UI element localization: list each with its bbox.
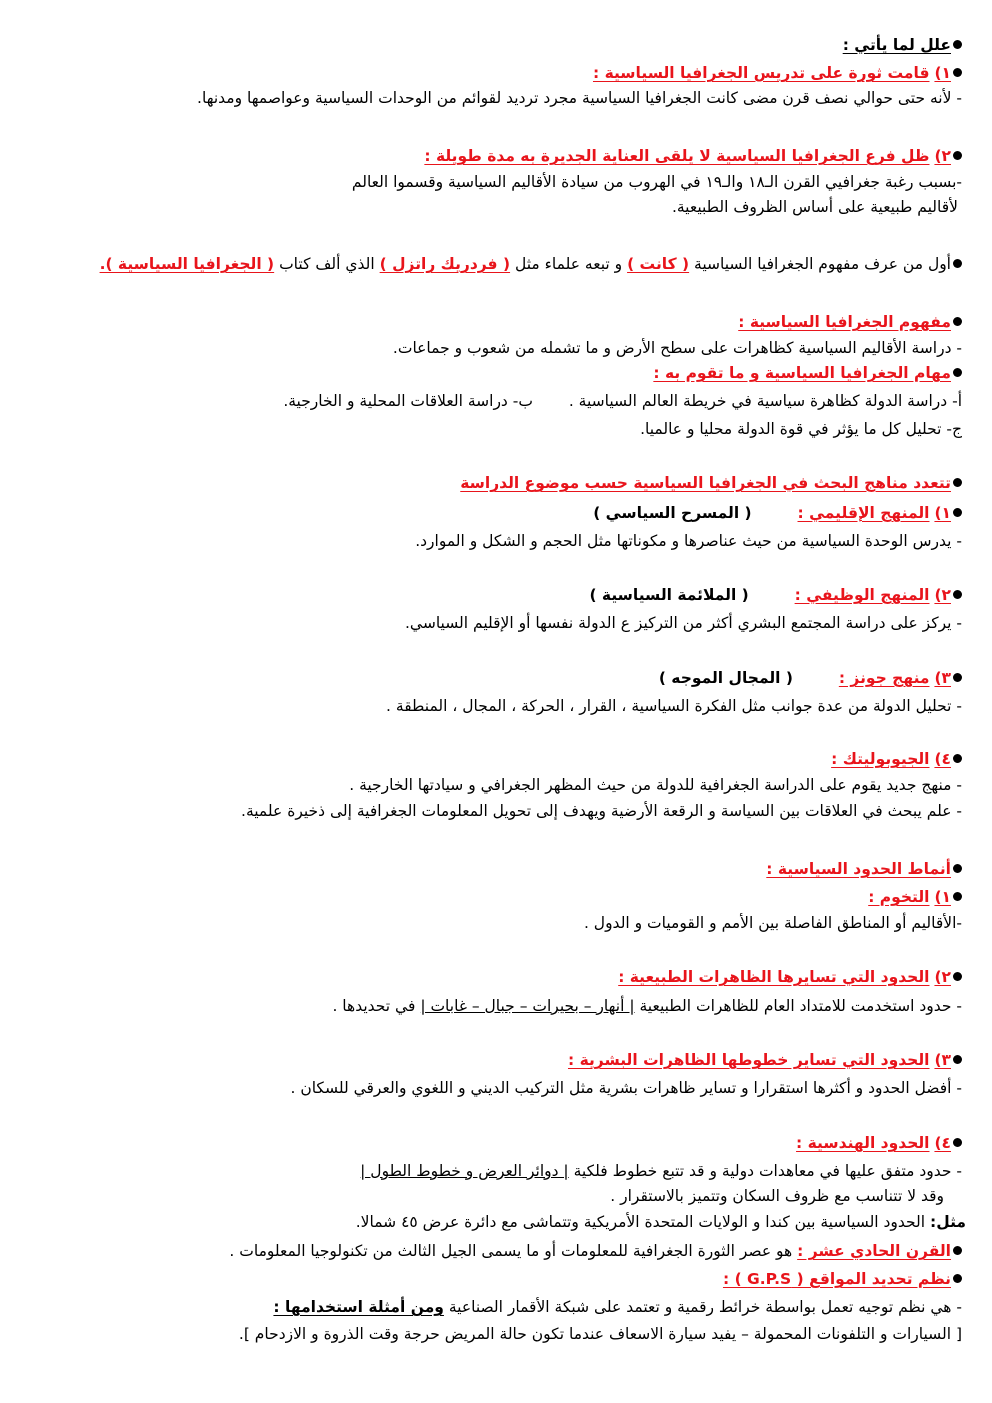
- border1-title: التخوم :: [868, 888, 930, 906]
- intro-heading: علل لما يأتي :: [842, 36, 951, 54]
- method4-desc1: - منهج جديد يقوم على الدراسة الجغرافية للدولة من حيث المظهر الجغرافي و سيادتها الخارجية .: [349, 776, 962, 794]
- method4-desc1-text: منهج جديد يقوم على الدراسة الجغرافية للدولة من حيث المظهر الجغرافي و سيادتها الخارجية .: [349, 776, 952, 794]
- kant: ( كانت ): [627, 255, 690, 273]
- bullet-icon: [953, 68, 962, 77]
- bullet-icon: [953, 590, 962, 599]
- border4-examples: | دوائر العرض و خطوط الطول |: [360, 1162, 569, 1180]
- border2-examples: | أنهار – بحيرات – جبال – غابات |: [420, 997, 635, 1015]
- bullet-icon: [953, 1055, 962, 1064]
- border3-number: ٣): [934, 1051, 951, 1069]
- concept-answer-text: دراسة الأقاليم السياسية كظاهرات على سطح الأرض و ما تشمله من شعوب و جماعات.: [392, 339, 952, 357]
- border3-desc: - أفضل الحدود و أكثرها استقرارا و تساير ظاهرات بشرية مثل التركيب الديني و اللغوي والعرقي للسكان .: [290, 1079, 962, 1097]
- gps-title-line: [28, 1268, 962, 1290]
- q1-answer-text: لأنه حتى حوالي نصف قرن مضى كانت الجغرافيا السياسية مجرد ترديد لقوائم من الوحدات السياسية وعواصمها ومدنها.: [197, 89, 952, 107]
- method3-alias: ( المجال الموجه ): [658, 669, 793, 687]
- example-line: [28, 1211, 966, 1233]
- gps-examples-label: ومن أمثلة استخدامها :: [273, 1298, 444, 1316]
- gps-examples: [ السيارات و التلفونات المحمولة – يفيد سيارة الاسعاف عندما تكون حالة المريض حرجة وقت الذروة و الازدحام ].: [238, 1325, 962, 1343]
- gps-desc: - هي نظم توجيه تعمل بواسطة خرائط رقمية و تعتمد على شبكة الأقمار الصناعية ومن أمثلة استخدامها :: [273, 1298, 962, 1316]
- first-text-b: و تبعه علماء مثل: [515, 255, 623, 273]
- tasks-a: أ- دراسة الدولة كظاهرة سياسية في خريطة العالم السياسية .: [568, 392, 962, 410]
- concept-title: مفهوم الجغرافيا السياسية :: [738, 313, 951, 331]
- bullet-icon: [953, 151, 962, 160]
- q1-title: قامت ثورة على تدريس الجغرافيا السياسية :: [592, 64, 930, 82]
- methods-title-line: [28, 472, 962, 494]
- method3-desc-text: تحليل الدولة من عدة جوانب مثل الفكرة السياسية ، القرار ، الحركة ، المجال ، المنطقة .: [386, 697, 952, 715]
- bullet-icon: [953, 1274, 962, 1283]
- q2-number: ٢): [934, 147, 951, 165]
- border2-desc-a: حدود استخدمت للامتداد العام للظاهرات الطبيعية: [639, 997, 952, 1015]
- ratzel: ( فردريك راتزل ): [379, 255, 511, 273]
- method3-desc: - تحليل الدولة من عدة جوانب مثل الفكرة السياسية ، القرار ، الحركة ، المجال ، المنطقة .: [386, 697, 962, 715]
- method3-title: منهج جونز :: [838, 669, 930, 687]
- method2-alias: ( الملائمة السياسية ): [589, 586, 749, 604]
- border2-title: الحدود التي تسايرها الظاهرات الطبيعية :: [618, 968, 930, 986]
- method3-number: ٣): [934, 669, 951, 687]
- example-text: الحدود السياسية بين كندا و الولايات المتحدة الأمريكية وتتماشى مع دائرة عرض ٤٥ شمالا.: [355, 1213, 926, 1231]
- example-label: مثل:: [930, 1213, 966, 1231]
- method2-desc-text: يركز على دراسة المجتمع البشري أكثر من التركيز ع الدولة نفسها أو الإقليم السياسي.: [405, 614, 952, 632]
- method2-number: ٢): [934, 586, 951, 604]
- border4-title: الحدود الهندسية :: [796, 1134, 930, 1152]
- method4-title: الجيوبوليتك :: [831, 750, 930, 768]
- bullet-icon: [953, 259, 962, 268]
- border2-desc: - حدود استخدمت للامتداد العام للظاهرات الطبيعية | أنهار – بحيرات – جبال – غابات | في تحديدها .: [332, 997, 962, 1015]
- method4-desc2-text: علم يبحث في العلاقات بين السياسة و الرقعة الأرضية ويهدف إلى تحويل المعلومات الجغرافية إلى ذخيرة علمية.: [241, 802, 952, 820]
- methods-title: تتعدد مناهج البحث في الجغرافيا السياسية حسب موضوع الدراسة: [460, 474, 951, 492]
- border1-desc: -الأقاليم أو المناطق الفاصلة بين الأمم و القوميات و الدول .: [583, 914, 962, 932]
- bullet-icon: [953, 754, 962, 763]
- border4-number: ٤): [934, 1134, 951, 1152]
- border1-number: ١): [934, 888, 951, 906]
- method1-desc: - يدرس الوحدة السياسية من حيث عناصرها و مكوناتها مثل الحجم و الشكل و الموارد.: [415, 532, 962, 550]
- tasks-c: ج- تحليل كل ما يؤثر في قوة الدولة محليا و عالميا.: [640, 420, 962, 438]
- gps-title: نظم تحديد المواقع ( G.P.S ) :: [722, 1270, 951, 1288]
- method1-desc-text: يدرس الوحدة السياسية من حيث عناصرها و مكوناتها مثل الحجم و الشكل و الموارد.: [415, 532, 952, 550]
- border2-title-line: [28, 966, 962, 988]
- first-line: [28, 253, 962, 275]
- method1-title: المنهج الإقليمي :: [797, 504, 930, 522]
- method2-title: المنهج الوظيفي :: [794, 586, 930, 604]
- intro-heading-line: [28, 34, 962, 56]
- gps-desc-text: هي نظم توجيه تعمل بواسطة خرائط رقمية و تعتمد على شبكة الأقمار الصناعية: [448, 1298, 952, 1316]
- c21-title: القرن الحادي عشر :: [797, 1242, 951, 1260]
- border2-desc-b: في تحديدها .: [332, 997, 416, 1015]
- first-text-c: الذي ألف كتاب: [279, 255, 375, 273]
- border4-desc2: وقد لا تتناسب مع ظروف السكان وتتميز بالاستقرار .: [610, 1187, 944, 1205]
- q1-number: ١): [934, 64, 951, 82]
- concept-title-line: [28, 311, 962, 333]
- border3-title-line: [28, 1049, 962, 1071]
- method4-title-line: [28, 748, 962, 770]
- bullet-icon: [953, 478, 962, 487]
- border3-title: الحدود التي تساير خطوطها الظاهرات البشرية :: [567, 1051, 930, 1069]
- c21-line: [28, 1240, 962, 1262]
- borders-title-line: [28, 858, 962, 880]
- border1-title-line: [28, 886, 962, 908]
- bullet-icon: [953, 1246, 962, 1255]
- q2-answer-line1: -بسبب رغبة جغرافيي القرن الـ١٨ والـ١٩ في الهروب من سيادة الأقاليم السياسية وقسموا العالم: [351, 173, 962, 191]
- border2-number: ٢): [934, 968, 951, 986]
- bullet-icon: [953, 317, 962, 326]
- tasks-b: ب- دراسة العلاقات المحلية و الخارجية.: [283, 392, 533, 410]
- method2-desc: - يركز على دراسة المجتمع البشري أكثر من التركيز ع الدولة نفسها أو الإقليم السياسي.: [405, 614, 962, 632]
- bullet-icon: [953, 1138, 962, 1147]
- q2-answer-text1: بسبب رغبة جغرافيي القرن الـ١٨ والـ١٩ في الهروب من سيادة الأقاليم السياسية وقسموا العالم: [351, 173, 957, 191]
- border4-desc-a: حدود متفق عليها في معاهدات دولية و قد تتبع خطوط فلكية: [573, 1162, 952, 1180]
- bullet-icon: [953, 673, 962, 682]
- method1-number: ١): [934, 504, 951, 522]
- method4-number: ٤): [934, 750, 951, 768]
- border1-desc-text: الأقاليم أو المناطق الفاصلة بين الأمم و القوميات و الدول .: [583, 914, 957, 932]
- method4-desc2: - علم يبحث في العلاقات بين السياسة و الرقعة الأرضية ويهدف إلى تحويل المعلومات الجغرافية إلى ذخيرة علمية.: [241, 802, 962, 820]
- book-title: ( الجغرافيا السياسية ).: [99, 255, 275, 273]
- tasks-title-line: [28, 362, 962, 384]
- first-text-a: أول من عرف مفهوم الجغرافيا السياسية: [694, 255, 951, 273]
- c21-text: هو عصر الثورة الجغرافية للمعلومات أو ما يسمى الجيل الثالث من تكنولوجيا المعلومات .: [229, 1242, 793, 1260]
- bullet-icon: [953, 40, 962, 49]
- q2-answer-line2: لأقاليم طبيعية على أساس الظروف الطبيعية.: [671, 198, 958, 216]
- tasks-ab-line: [28, 390, 962, 412]
- concept-answer: - دراسة الأقاليم السياسية كظاهرات على سطح الأرض و ما تشمله من شعوب و جماعات.: [392, 339, 962, 357]
- q2-title: ظل فرع الجغرافيا السياسية لا يلقى العناية الجديرة به مدة طويلة :: [424, 147, 930, 165]
- method1-alias: ( المسرح السياسي ): [593, 504, 752, 522]
- border3-desc-text: أفضل الحدود و أكثرها استقرارا و تساير ظاهرات بشرية مثل التركيب الديني و اللغوي والعرقي للسكان .: [290, 1079, 952, 1097]
- q2-title-line: [28, 145, 962, 167]
- method1-title-line: [28, 502, 962, 524]
- method3-title-line: [28, 667, 962, 689]
- q1-answer: - لأنه حتى حوالي نصف قرن مضى كانت الجغرافيا السياسية مجرد ترديد لقوائم من الوحدات السياسية وعواصمها ومدنها.: [197, 89, 962, 107]
- bullet-icon: [953, 508, 962, 517]
- borders-title: أنماط الحدود السياسية :: [766, 860, 951, 878]
- q1-title-line: [28, 62, 962, 84]
- bullet-icon: [953, 864, 962, 873]
- bullet-icon: [953, 972, 962, 981]
- border4-desc: - حدود متفق عليها في معاهدات دولية و قد تتبع خطوط فلكية | دوائر العرض و خطوط الطول |: [360, 1162, 962, 1180]
- bullet-icon: [953, 892, 962, 901]
- method2-title-line: [28, 584, 962, 606]
- tasks-title: مهام الجغرافيا السياسية و ما تقوم به :: [653, 364, 951, 382]
- bullet-icon: [953, 368, 962, 377]
- border4-title-line: [28, 1132, 962, 1154]
